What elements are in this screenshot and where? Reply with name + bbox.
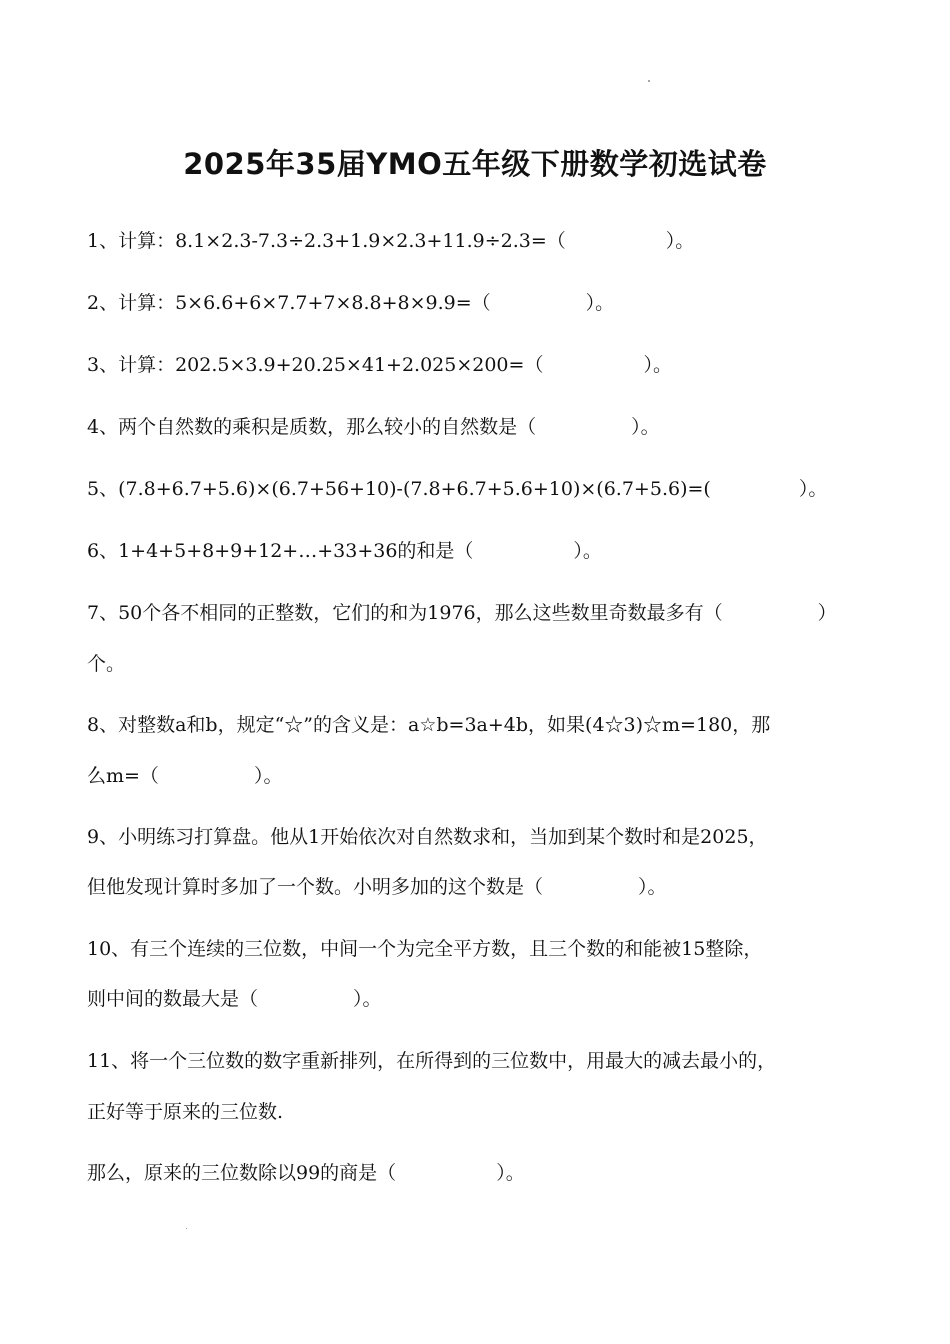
question-4 (87, 409, 660, 445)
page-title: 2025年35届YMO五年级下册数学初选试卷 (183, 147, 767, 181)
question-7-end: ） (817, 602, 837, 624)
question-4-text: 4、两个自然数的乘积是质数，那么较小的自然数是（ (87, 416, 537, 438)
question-7-line-2 (87, 646, 125, 682)
question-9-text-2: 但他发现计算时多加了一个数。小明多加的这个数是（ (87, 876, 544, 898)
question-8-text: 8、对整数a和b，规定“☆”的含义是：a☆b=3a+4b，如果(4☆3)☆m=180，那 (87, 714, 771, 736)
question-1-end: ）。 (665, 230, 695, 252)
question-5-end: ）。 (798, 478, 828, 500)
question-10-line-1 (87, 931, 762, 967)
question-5-text: 5、(7.8+6.7+5.6)×(6.7+56+10)-(7.8+6.7+5.6+10)×(6.7+5.6)=( (87, 478, 711, 500)
question-6-end: ）。 (573, 540, 602, 562)
question-11-line-1 (87, 1043, 776, 1079)
question-10-end: ）。 (353, 988, 382, 1010)
question-9-line-2 (87, 869, 667, 905)
question-9-text: 9、小明练习打算盘。他从1开始依次对自然数求和，当加到某个数时和是2025， (87, 826, 768, 848)
question-11-text-3: 那么，原来的三位数除以99的商是（ (87, 1162, 397, 1184)
question-4-end: ）。 (631, 416, 660, 438)
question-11-line-3 (87, 1155, 525, 1191)
question-8-end: ）。 (253, 765, 283, 787)
question-9-end: ）。 (638, 876, 667, 898)
question-3-end: ）。 (643, 354, 672, 376)
question-8-line-1 (87, 707, 770, 743)
question-10-text-2: 则中间的数最大是（ (87, 988, 259, 1010)
question-7-text-2: 个。 (87, 653, 126, 675)
question-11-text: 11、将一个三位数的数字重新排列，在所得到的三位数中，用最大的减去最小的， (87, 1050, 777, 1072)
question-10-line-2 (87, 981, 382, 1017)
question-2-text: 2、计算：5×6.6+6×7.7+7×8.8+8×9.9=（ (87, 292, 491, 314)
question-11-line-2 (87, 1094, 283, 1130)
question-7-line-1 (87, 595, 837, 631)
question-2-end: ）。 (585, 292, 615, 314)
question-1 (87, 223, 694, 259)
question-7-text: 7、50个各不相同的正整数，它们的和为1976，那么这些数里奇数最多有（ (87, 602, 723, 624)
question-11-text-2: 正好等于原来的三位数. (87, 1101, 284, 1123)
question-10-text: 10、有三个连续的三位数，中间一个为完全平方数，且三个数的和能被15整除， (87, 938, 763, 960)
question-6-text: 6、1+4+5+8+9+12+…+33+36的和是（ (87, 540, 474, 562)
scan-dot-bottom (186, 1228, 187, 1229)
scan-dot-top (648, 80, 650, 82)
question-6 (87, 533, 602, 569)
question-2 (87, 285, 614, 321)
question-1-text: 1、计算：8.1×2.3-7.3÷2.3+1.9×2.3+11.9÷2.3=（ (87, 230, 566, 252)
question-3-text: 3、计算：202.5×3.9+20.25×41+2.025×200=（ (87, 354, 544, 376)
question-9-line-1 (87, 819, 768, 855)
question-5 (87, 471, 827, 507)
question-11-end: ）。 (496, 1162, 525, 1184)
question-3 (87, 347, 672, 383)
question-8-line-2 (87, 758, 282, 794)
question-8-text-2: 么m=（ (87, 765, 159, 787)
